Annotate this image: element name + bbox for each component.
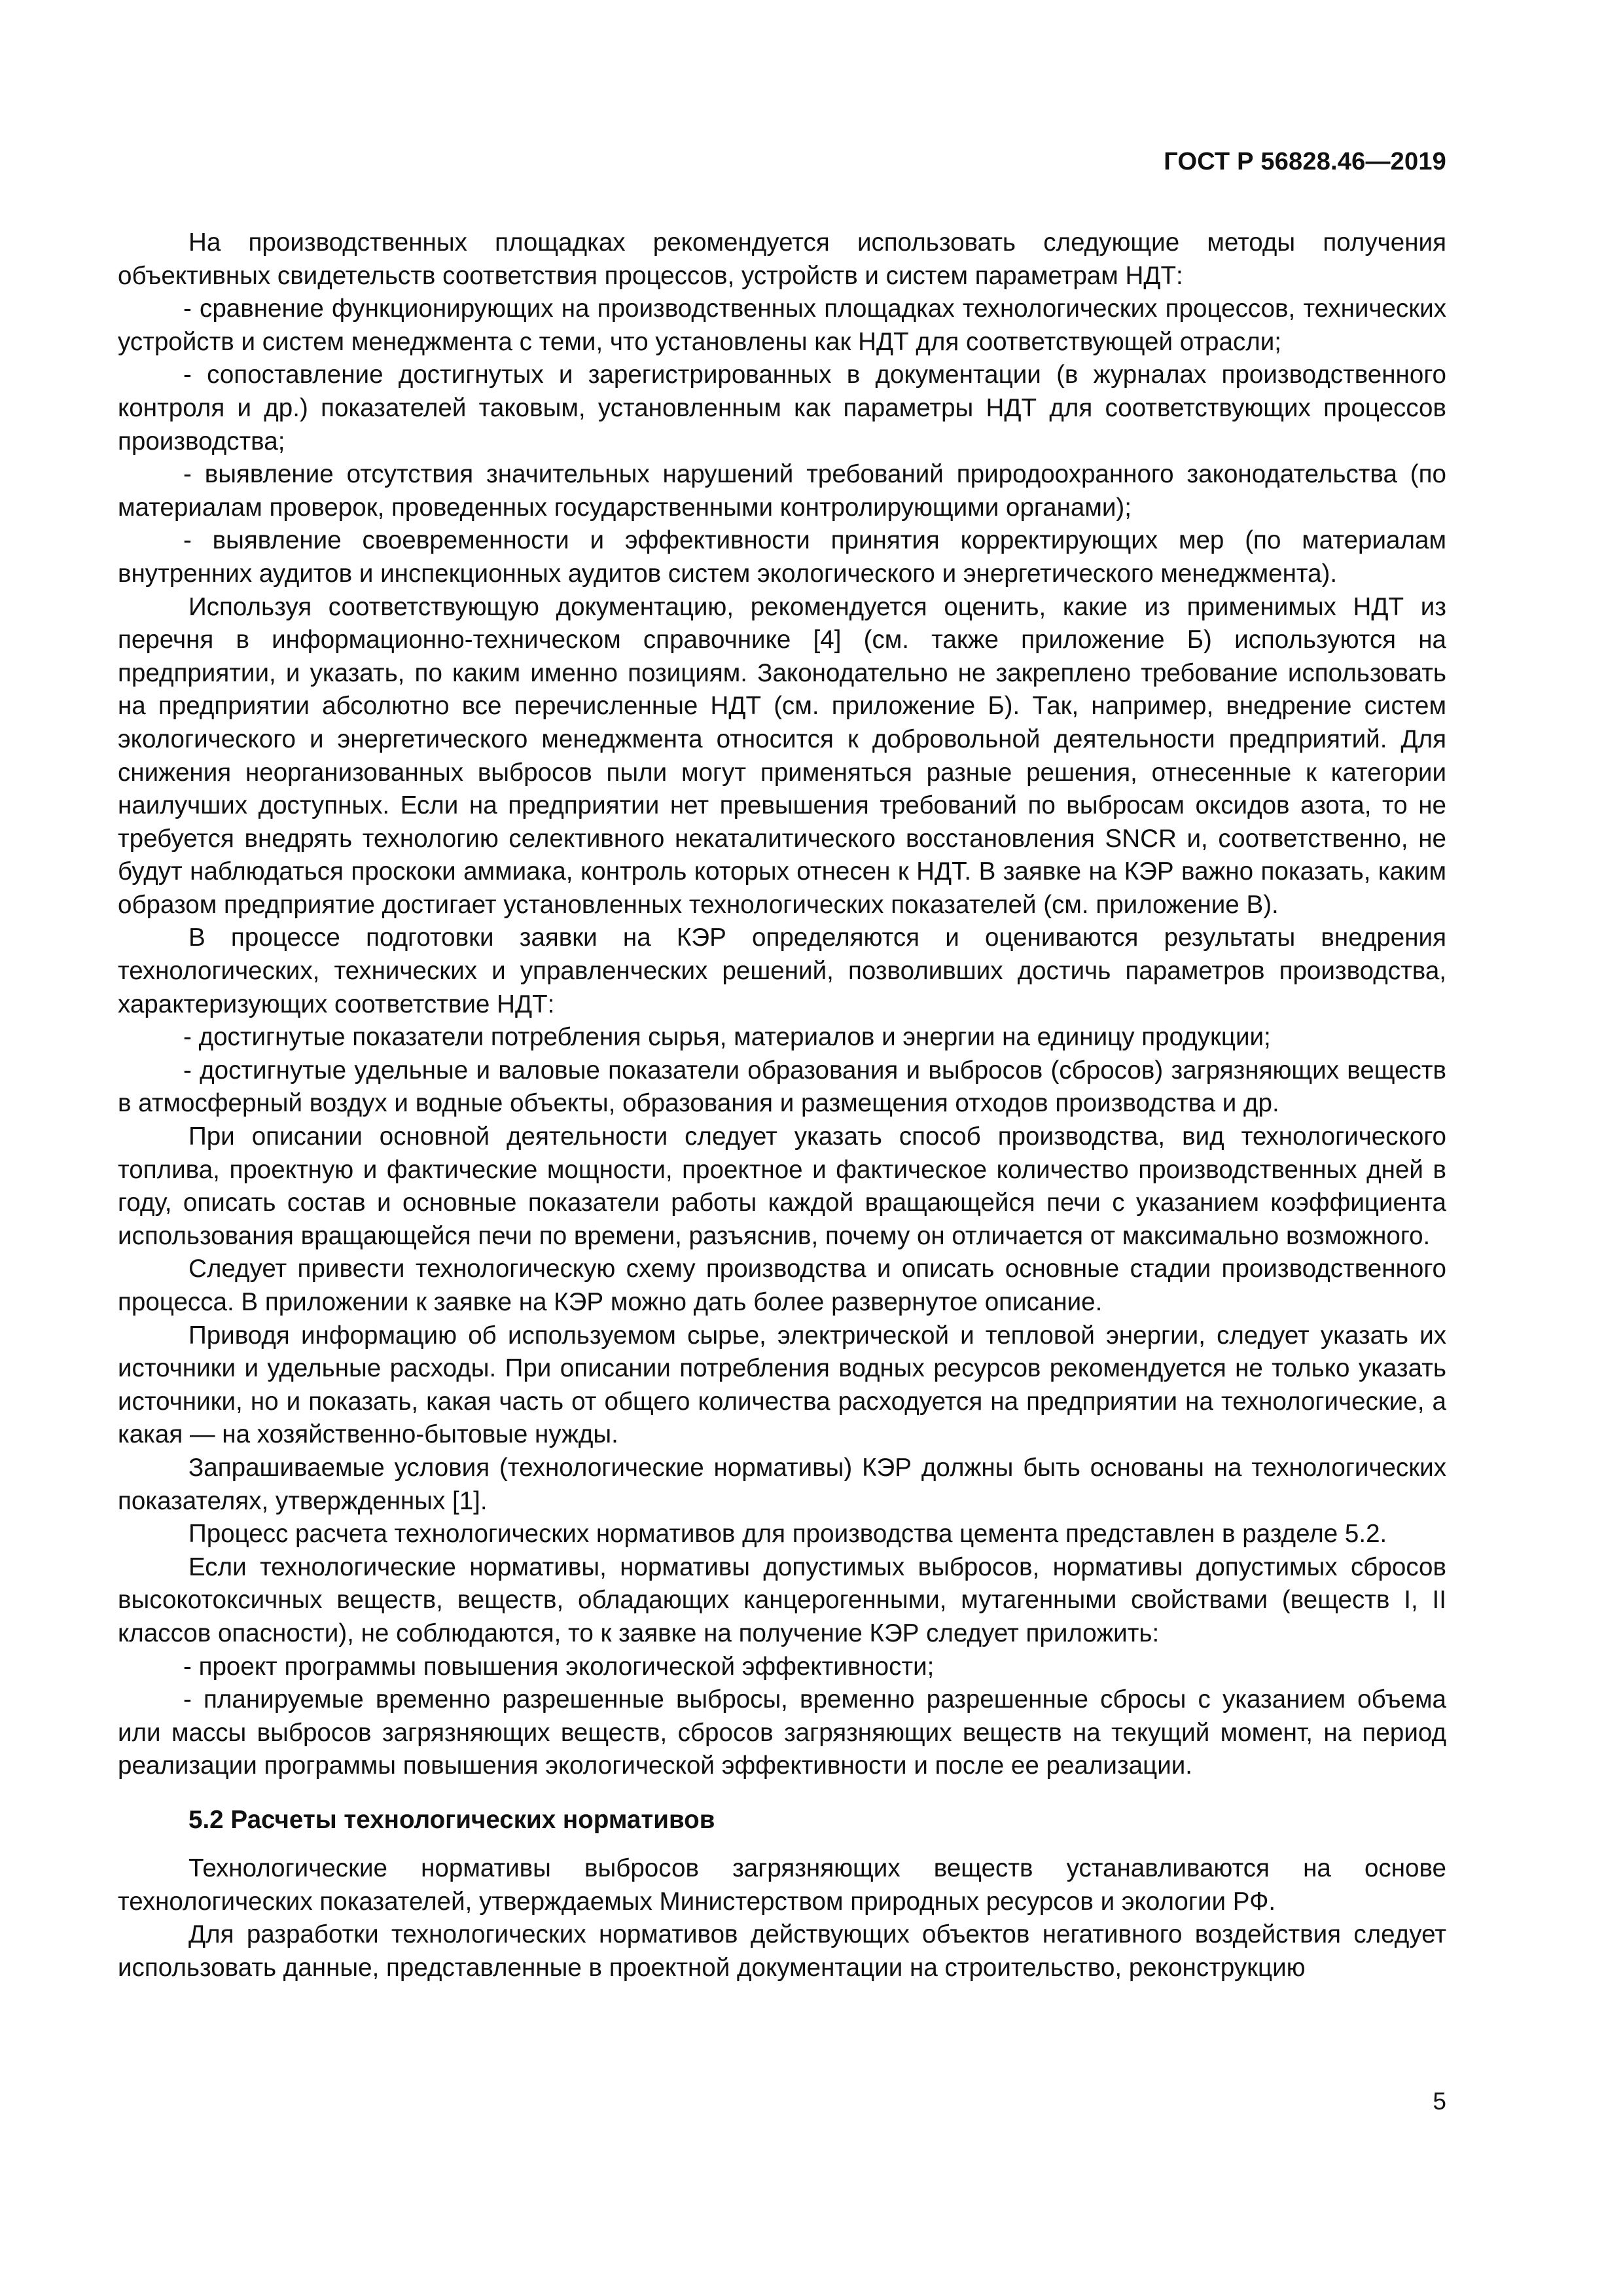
document-body — [118, 226, 1446, 1984]
list-item: - сравнение функционирующих на производственных площадках технологических процессов, технических устройств и систем менеджмента с теми, что установлены как НДТ для соответствующей отрасли; — [118, 295, 1446, 356]
list-item: - выявление отсутствия значительных нарушений требований природоохранного законодательства (по материалам проверок, проведенных государственными контролирующими органами); — [118, 460, 1446, 522]
list-item: - достигнутые показатели потребления сырья, материалов и энергии на единицу продукции; — [183, 1023, 1271, 1052]
paragraph: Процесс расчета технологических нормативов для производства цемента представлен в разделе 5.2. — [188, 1520, 1387, 1549]
paragraph: Технологические нормативы выбросов загрязняющих веществ устанавливаются на основе технологических показателей, утверждаемых Министерством природных ресурсов и экологии РФ. — [118, 1854, 1446, 1916]
paragraph: Следует привести технологическую схему производства и описать основные стадии производственного процесса. В приложении к заявке на КЭР можно дать более развернутое описание. — [118, 1255, 1446, 1316]
paragraph: Если технологические нормативы, нормативы допустимых выбросов, нормативы допустимых сбросов высокотоксичных веществ, веществ, обладающих канцерогенными, мутагенными свойствами (веществ I, II классов опасности), не соблюдаются, то к заявке на получение КЭР следует приложить: — [118, 1552, 1446, 1647]
list-item: - выявление своевременности и эффективности принятия корректирующих мер (по материалам внутренних аудитов и инспекционных аудитов систем экологического и энергетического менеджмента). — [118, 526, 1446, 588]
paragraph: Для разработки технологических нормативов действующих объектов негативного воздействия следует использовать данные, представленные в проектной документации на строительство, реконструкцию — [118, 1920, 1446, 1982]
list-item: - планируемые временно разрешенные выбросы, временно разрешенные сбросы с указанием объема или массы выбросов загрязняющих веществ, сбросов загрязняющих веществ на текущий момент, на период реализации программы повышения экологической эффективности и после ее реализации. — [118, 1685, 1446, 1780]
page-number: 5 — [1433, 2088, 1446, 2115]
paragraph: Приводя информацию об используемом сырье, электрической и тепловой энергии, следует указать их источники и удельные расходы. При описании потребления водных ресурсов рекомендуется не только указать источники, но и показать, какая часть от общего количества расходуется на предприятии на технологические, а какая — на хозяйственно-бытовые нужды. — [118, 1321, 1446, 1449]
paragraph: На производственных площадках рекомендуется использовать следующие методы получения объективных свидетельств соответствия процессов, устройств и систем параметрам НДТ: — [118, 228, 1446, 290]
list-item: - проект программы повышения экологической эффективности; — [183, 1652, 935, 1681]
paragraph: При описании основной деятельности следует указать способ производства, вид технологического топлива, проектную и фактические мощности, проектное и фактическое количество производственных дней в году, описать состав и основные показатели работы каждой вращающейся печи с указанием коэффициента использования вращающейся печи по времени, разъяснив, почему он отличается от максимально возможного. — [118, 1122, 1446, 1250]
paragraph: Используя соответствующую документацию, рекомендуется оценить, какие из применимых НДТ из перечня в информационно-техническом справочнике [4] (см. также приложение Б) используются на предприятии, и указать, по каким именно позициям. Законодательно не закреплено требование использовать на предприятии абсолютно все перечисленные НДТ (см. приложение Б). Так, например, внедрение систем экологического и энергетического менеджмента относится к добровольной деятельности предприятий. Для снижения неорганизованных выбросов пыли могут применяться разные решения, отнесенные к категории наилучших доступных. Если на предприятии нет превышения требований по выбросам оксидов азота, то не требуется внедрять технологию селективного некаталитического восстановления SNCR и, соответственно, не будут наблюдаться проскоки аммиака, контроль которых отнесен к НДТ. В заявке на КЭР важно показать, каким образом предприятие достигает установленных технологических показателей (см. приложение В). — [118, 592, 1446, 919]
standard-code: ГОСТ Р 56828.46—2019 — [1164, 148, 1446, 175]
paragraph: Запрашиваемые условия (технологические нормативы) КЭР должны быть основаны на технологических показателях, утвержденных [1]. — [118, 1453, 1446, 1515]
list-item: - достигнутые удельные и валовые показатели образования и выбросов (сбросов) загрязняющих веществ в атмосферный воздух и водные объекты, образования и размещения отходов производства и др. — [118, 1056, 1446, 1118]
section-heading: 5.2 Расчеты технологических нормативов — [188, 1805, 715, 1834]
paragraph: В процессе подготовки заявки на КЭР определяются и оцениваются результаты внедрения технологических, технических и управленческих решений, позволивших достичь параметров производства, характеризующих соответствие НДТ: — [118, 924, 1446, 1018]
list-item: - сопоставление достигнутых и зарегистрированных в документации (в журналах производственного контроля и др.) показателей таковым, установленным как параметры НДТ для соответствующих процессов производства; — [118, 361, 1446, 456]
